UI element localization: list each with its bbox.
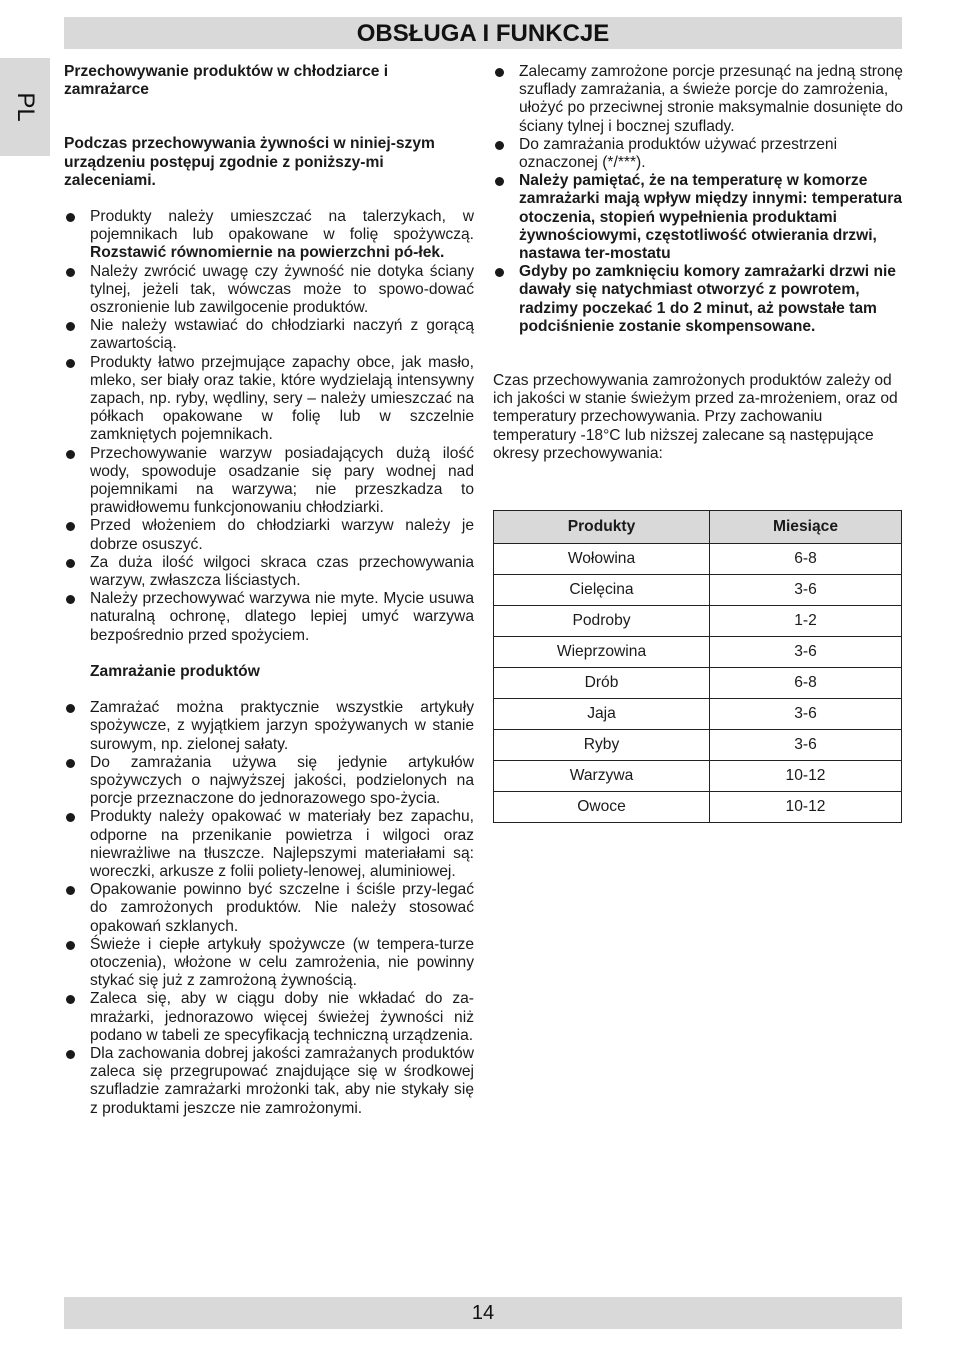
table-row — [494, 730, 902, 761]
table-header-row — [494, 511, 902, 544]
months-cell: 1-2 — [710, 606, 902, 637]
bullet-icon — [66, 559, 75, 568]
list-item: Zaleca się, aby w ciągu doby nie wkładać do za-mrażarki, jednorazowo więcej świeżej żywności niż podano w tabeli ze specyfikacją techniczną urządzenia. — [64, 990, 474, 1045]
product-cell: Wołowina — [494, 544, 710, 575]
table-row — [494, 544, 902, 575]
right-column — [493, 63, 903, 463]
table-row — [494, 699, 902, 730]
bullet-icon — [66, 759, 75, 768]
table-row — [494, 606, 902, 637]
storage-list — [64, 208, 474, 645]
header-bar — [64, 17, 902, 49]
bullet-icon — [66, 522, 75, 531]
list-item: Zamrażać można praktycznie wszystkie artykuły spożywcze, z wyjątkiem jarzyn spożywanych w stanie surowym, np. zielonej sałaty. — [64, 699, 474, 754]
bullet-icon — [66, 886, 75, 895]
bullet-icon — [66, 704, 75, 713]
product-cell: Jaja — [494, 699, 710, 730]
column-header: Miesiące — [710, 511, 902, 544]
freezing-heading: Zamrażanie produktów — [90, 662, 260, 680]
bullet-icon — [66, 1050, 75, 1059]
language-label: PL — [12, 92, 39, 122]
list-item: Należy zwrócić uwagę czy żywność nie dotyka ściany tylnej, jeżeli tak, wówczas może to spowo-dować oszronienie lub zawilgocenie produktów. — [64, 263, 474, 318]
months-cell: 3-6 — [710, 699, 902, 730]
months-cell: 3-6 — [710, 730, 902, 761]
bullet-icon — [66, 450, 75, 459]
bullet-icon — [495, 177, 504, 186]
list-item: Należy pamiętać, że na temperaturę w komorze zamrażarki mają wpływ między innymi: temperatura otoczenia, stopień wypełnienia produktami żywnościowymi, częstotliwość otwierania drzwi, nastawa ter-mostatu — [493, 172, 903, 263]
list-item: Należy przechowywać warzywa nie myte. Mycie usuwa naturalną ochronę, dlatego lepiej umyć warzywa bezpośrednio przed spożyciem. — [64, 590, 474, 645]
page-number: 14 — [471, 1302, 495, 1324]
footer-bar — [64, 1297, 902, 1329]
bullet-icon — [66, 941, 75, 950]
months-cell: 3-6 — [710, 575, 902, 606]
product-cell: Drób — [494, 668, 710, 699]
bullet-icon — [495, 268, 504, 277]
column-header: Produkty — [494, 511, 710, 544]
bullet-icon — [66, 995, 75, 1004]
table-row — [494, 668, 902, 699]
product-cell: Wieprzowina — [494, 637, 710, 668]
bullet-icon — [66, 595, 75, 604]
list-item: Produkty łatwo przejmujące zapachy obce, jak masło, mleko, ser biały oraz takie, które wydzielają intensywny zapach, np. ryby, wędliny, sery – należy umieszczać na półkach opakowane w folię lub w szczelnie zamkniętych pojemnikach. — [64, 354, 474, 445]
product-cell: Warzywa — [494, 761, 710, 792]
list-item: Za duża ilość wilgoci skraca czas przechowywania warzyw, zwłaszcza liściastych. — [64, 554, 474, 590]
bullet-icon — [66, 813, 75, 822]
list-item: Opakowanie powinno być szczelne i ściśle przy-legać do zamrożonych produktów. Nie należy stosować opakowań szklanych. — [64, 881, 474, 936]
section-heading: Przechowywanie produktów w chłodziarce i zamrażarce — [64, 63, 389, 99]
bullet-icon — [66, 268, 75, 277]
product-cell: Ryby — [494, 730, 710, 761]
list-item: Nie należy wstawiać do chłodziarki naczyń z gorącą zawartością. — [64, 317, 474, 353]
bullet-icon — [66, 359, 75, 368]
list-item: Przechowywanie warzyw posiadających dużą ilość wody, spowoduje osadzanie się pary wodnej nad pojemnikami na warzywa; nie przeszkadza to prawidłowemu funkcjonowaniu chłodziarki. — [64, 445, 474, 518]
bullet-icon — [66, 213, 75, 222]
product-cell: Podroby — [494, 606, 710, 637]
freezing-tips-list — [493, 63, 903, 336]
product-cell: Owoce — [494, 792, 710, 823]
months-cell: 6-8 — [710, 544, 902, 575]
bullet-icon — [495, 141, 504, 150]
product-cell: Cielęcina — [494, 575, 710, 606]
table-row — [494, 761, 902, 792]
months-cell: 10-12 — [710, 792, 902, 823]
page-title: OBSŁUGA I FUNKCJE — [356, 20, 610, 47]
storage-time-paragraph: Czas przechowywania zamrożonych produktów zależy od ich jakości w stanie świeżym przed za-mrożeniem, oraz od temperatury przechowywania. Przy zachowaniu temperatury -18°C lub niższej zalecane są następujące okresy przechowywania: — [493, 372, 898, 462]
list-item: Produkty należy opakować w materiały bez zapachu, odporne na przenikanie powietrza i wilgoci oraz niewrażliwe na tłuszcze. Najlepszymi materiałami są: woreczki, arkusze z folii poliety-lenowej, aluminiowej. — [64, 808, 474, 881]
left-column — [64, 63, 474, 1118]
list-item: Produkty należy umieszczać na talerzykach, w pojemnikach lub opakowane w folię spożywczą. Rozstawić równomiernie na powierzchni pó-łek. — [64, 208, 474, 263]
list-item: Przed włożeniem do chłodziarki warzyw należy je dobrze osuszyć. — [64, 517, 474, 553]
storage-time-table — [493, 510, 902, 823]
language-tab — [0, 58, 50, 156]
intro-paragraph: Podczas przechowywania żywności w niniej-szym urządzeniu postępuj zgodnie z poniższy-mi zaleceniami. — [64, 135, 435, 189]
freezing-list — [64, 699, 474, 1118]
list-item: Dla zachowania dobrej jakości zamrażanych produktów zaleca się przegrupować znajdujące się w środkowej szufladzie zamrażarki mrożonki tak, aby nie stykały się z produktami jeszcze nie zamrożonymi. — [64, 1045, 474, 1118]
months-cell: 3-6 — [710, 637, 902, 668]
list-item: Do zamrażania produktów używać przestrzeni oznaczonej (*/***). — [493, 136, 903, 172]
list-item: Do zamrażania używa się jedynie artykułów spożywczych o najwyższej jakości, podzielonych na porcje przeznaczone do jednorazowego spo-życia. — [64, 754, 474, 809]
list-item: Zalecamy zamrożone porcje przesunąć na jedną stronę szuflady zamrażania, a świeże porcje do zamrożenia, ułożyć po przeciwnej stronie maksymalnie dosunięte do ściany tylnej i bocznej szuflady. — [493, 63, 903, 136]
table-row — [494, 792, 902, 823]
months-cell: 10-12 — [710, 761, 902, 792]
months-cell: 6-8 — [710, 668, 902, 699]
table-row — [494, 637, 902, 668]
bullet-icon — [495, 68, 504, 77]
bullet-icon — [66, 322, 75, 331]
table-row — [494, 575, 902, 606]
list-item: Świeże i ciepłe artykuły spożywcze (w tempera-turze otoczenia), włożone w celu zamrożenia, nie powinny stykać się już z zamrożoną żywnością. — [64, 936, 474, 991]
list-item: Gdyby po zamknięciu komory zamrażarki drzwi nie dawały się natychmiast otworzyć z powrotem, radzimy poczekać 1 do 2 minut, aż powstałe tam podciśnienie zostanie skompensowane. — [493, 263, 903, 336]
